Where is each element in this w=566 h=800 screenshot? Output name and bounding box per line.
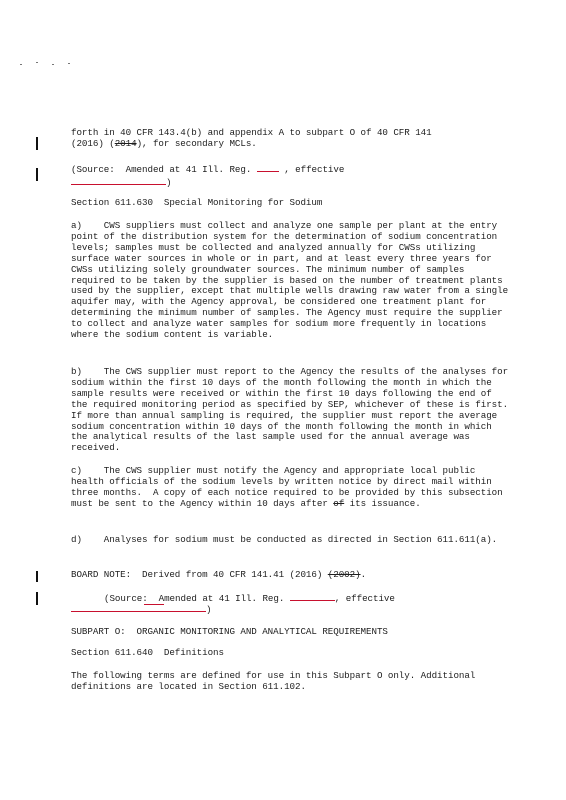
source-note-1: (Source: Amended at 41 Ill. Reg. , effective ): [71, 164, 345, 188]
change-bar: [36, 137, 38, 150]
source-note-2: (Source: Amended at 41 Ill. Reg. , effective: [104, 593, 395, 604]
board-note: BOARD NOTE: Derived from 40 CFR 141.41 (2016) (2002).: [71, 569, 367, 580]
deleted-text: (2002): [327, 569, 361, 580]
deleted-text: of: [333, 497, 345, 509]
section-heading-2: Section 611.640 Definitions: [71, 647, 224, 658]
scan-speck: [20, 64, 22, 65]
change-bar: [36, 592, 38, 605]
section-heading: Section 611.630 Special Monitoring for Sodium: [71, 197, 323, 208]
blank-field: [71, 176, 166, 185]
subpart-heading: SUBPART O: ORGANIC MONITORING AND ANALYTICAL REQUIREMENTS: [71, 626, 388, 637]
source-note-2-end: ): [71, 603, 511, 616]
scan-speck: [68, 63, 70, 64]
paragraph-c: c) The CWS supplier must notify the Agency and appropriate local public health officials of the sodium levels by written notice by direct mail within three months. A copy of each notice required to be provided by this subsection must be sent to the Agency within 10 days after of its issuance.: [71, 465, 509, 509]
paragraph-d: d) Analyses for sodium must be conducted as directed in Section 611.611(a).: [71, 534, 498, 545]
blank-field: [290, 592, 335, 601]
scan-speck: [52, 64, 54, 65]
intro-line: forth in 40 CFR 143.4(b) and appendix A to subpart O of 40 CFR 141 (2016) (2014), for secondary MCLs.: [71, 127, 432, 149]
change-bar: [36, 571, 38, 582]
definitions-paragraph: The following terms are defined for use in this Subpart O only. Additional definitions are located in Section 611.102.: [71, 670, 481, 692]
change-bar: [36, 168, 38, 181]
blank-field: [71, 603, 206, 612]
deleted-text: 2014: [114, 137, 137, 149]
paragraph-b: b) The CWS supplier must report to the Agency the results of the analyses for sodium within the first 10 days of the month following the month in which the sample results were received or within the first 10 days following the end of the required monitoring period as specified by SEP, whichever of these is first. If more than annual sampling is required, the supplier must report the average sodium concentration within 10 days of the month following the month in which the analytical results of the last sample used for the annual average was received.: [71, 366, 520, 454]
blank-field: [257, 163, 279, 172]
scan-speck: [36, 62, 38, 63]
paragraph-a: a) CWS suppliers must collect and analyze one sample per plant at the entry point of the distribution system for the determination of sodium concentration levels; samples must be collected and analyzed annually for CWSs utilizing surface water sources in whole or in part, and at least every three years for CWSs utilizing solely groundwater sources. The minimum number of samples required to be taken by the supplier is based on the number of treatment plants used by the supplier, except that multiple wells drawing raw water from a single aquifer may, with the Agency approval, be considered one treatment plant for determining the minimum number of samples. The Agency must require the supplier to collect and analyze water samples for sodium more frequently in locations where the sodium content is variable.: [71, 220, 514, 341]
